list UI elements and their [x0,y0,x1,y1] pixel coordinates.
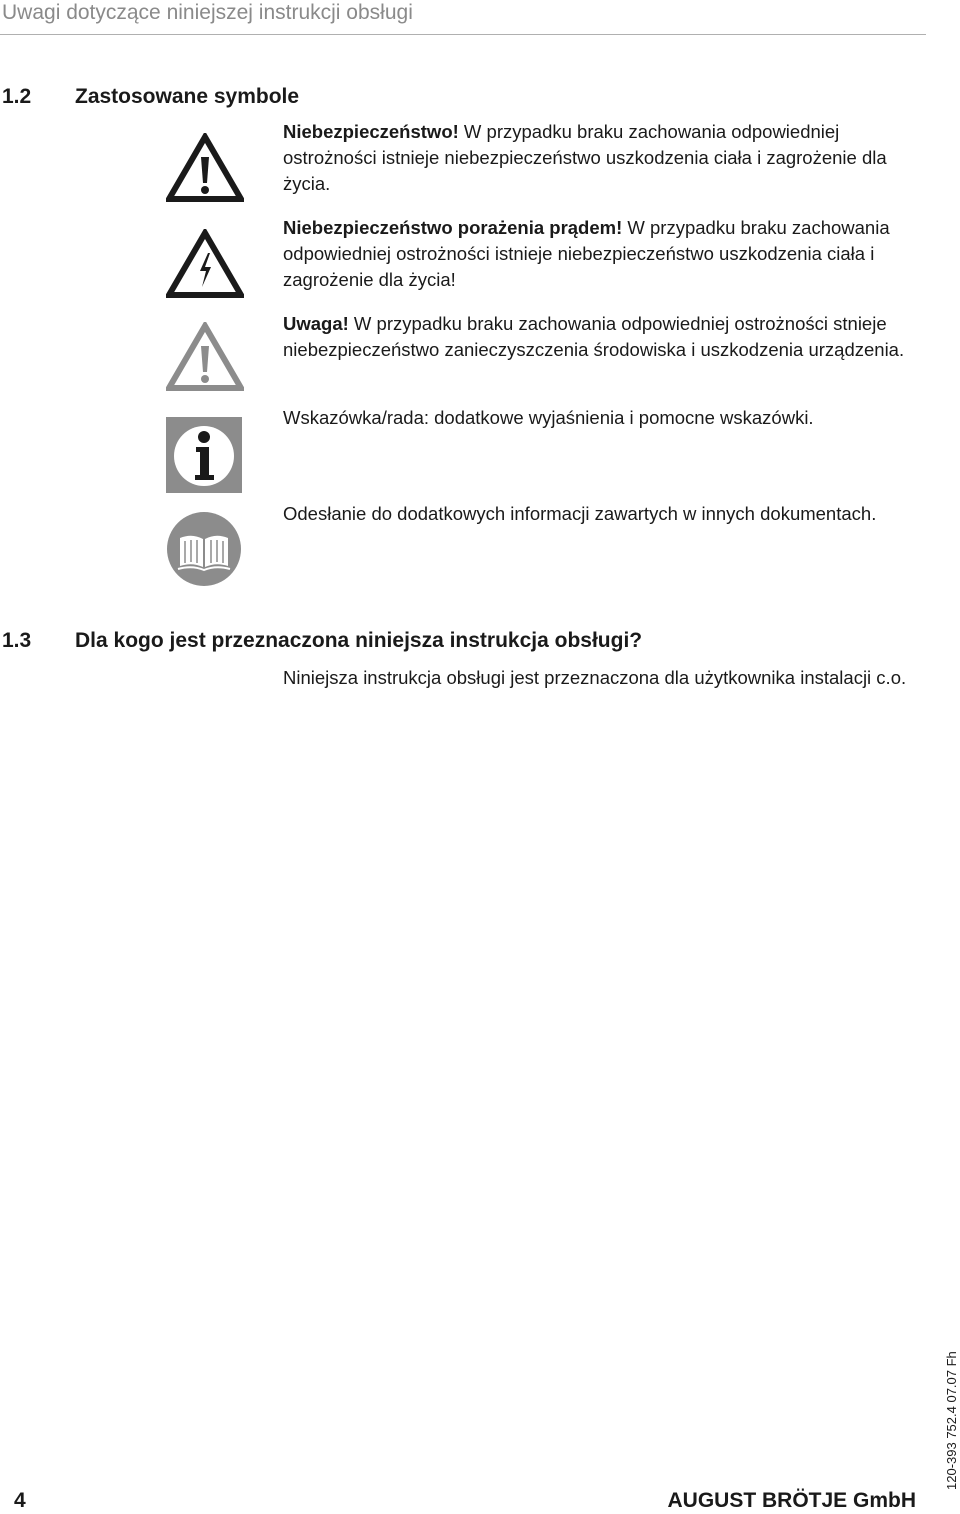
caution-warning-icon [166,322,244,392]
page-header-title: Uwagi dotyczące niniejszej instrukcji obsługi [2,1,413,24]
symbol-description-caution [283,311,923,363]
page-number: 4 [14,1489,26,1512]
symbol-text: Wskazówka/rada: dodatkowe wyjaśnienia i pomocne wskazówki. [283,407,814,428]
document-code: 120-393 752.4 07.07 Fh [944,1351,959,1490]
body-text: Niniejsza instrukcja obsługi jest przeznaczona dla użytkownika instalacji c.o. [283,667,907,688]
symbol-lead: Uwaga! [283,313,349,334]
symbol-description-electric [283,215,923,293]
danger-warning-icon [166,133,244,203]
electric-shock-warning-icon [166,229,244,299]
section-body-text [283,665,923,691]
section-number: 1.3 [2,629,32,652]
symbol-text: W przypadku braku zachowania odpowiedniej ostrożności stnieje niebezpieczeństwo zanieczyszczenia środowiska i uszkodzenia urządzenia. [283,313,905,360]
section-title: Zastosowane symbole [75,85,300,108]
company-name: AUGUST BRÖTJE GmbH [667,1489,916,1512]
book-reference-icon [166,511,244,589]
symbol-lead: Niebezpieczeństwo porażenia prądem! [283,217,623,238]
header-divider [0,34,926,35]
symbol-description-reference [283,501,923,527]
symbol-description-danger [283,119,923,197]
symbol-lead: Niebezpieczeństwo! [283,121,459,142]
symbol-text: W przypadku braku zachowania odpowiedniej ostrożności istnieje niebezpieczeństwo uszkodzenia ciała i zagrożenie dla życia! [283,217,890,290]
section-title: Dla kogo jest przeznaczona niniejsza instrukcja obsługi? [75,629,643,652]
section-number: 1.2 [2,85,32,108]
info-icon [166,417,244,495]
symbol-text: W przypadku braku zachowania odpowiedniej ostrożności istnieje niebezpieczeństwo uszkodzenia ciała i zagrożenie dla życia. [283,121,887,194]
symbol-description-info [283,405,923,431]
symbol-text: Odesłanie do dodatkowych informacji zawartych w innych dokumentach. [283,503,877,524]
